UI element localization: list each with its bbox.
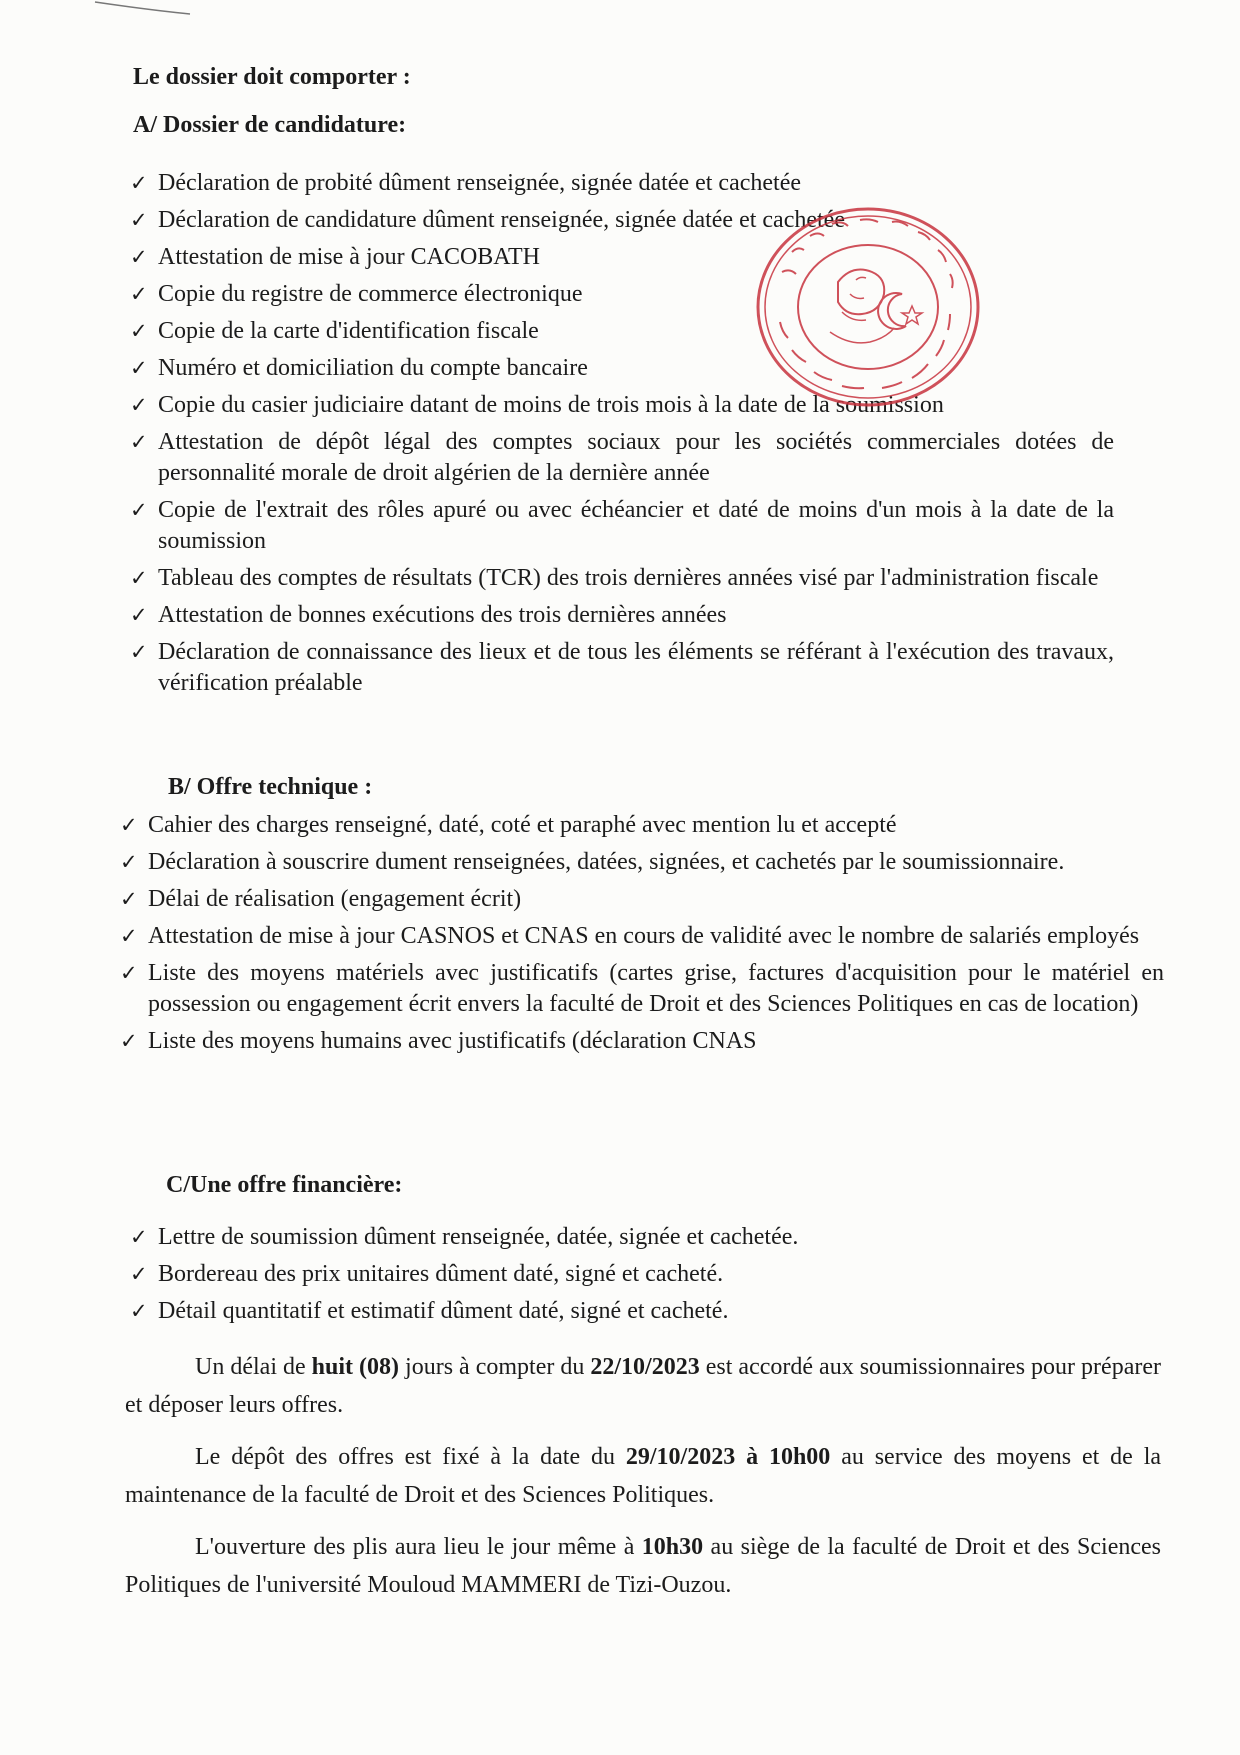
list-item-text: Déclaration de probité dûment renseignée, signée datée et cachetée xyxy=(158,170,802,196)
checkmark-icon: ✓ xyxy=(130,498,148,522)
list-item-text: Numéro et domiciliation du compte bancaire xyxy=(158,355,588,381)
list-item xyxy=(120,921,1164,952)
section-a-heading: A/ Dossier de candidature: xyxy=(133,112,407,138)
checkmark-icon: ✓ xyxy=(120,850,138,874)
list-item-text: Déclaration à souscrire dument renseignées, datées, signées, et cachetés par le soumissionnaire. xyxy=(148,849,1065,875)
checkmark-icon: ✓ xyxy=(120,1029,138,1053)
list-item xyxy=(130,637,1114,699)
opening-time-value: 10h30 xyxy=(641,1534,704,1560)
list-item xyxy=(120,1026,1164,1057)
opening-paragraph xyxy=(125,1528,1161,1604)
checkmark-icon: ✓ xyxy=(130,282,148,306)
intro-heading: Le dossier doit comporter : xyxy=(133,64,411,90)
start-date-value: 22/10/2023 xyxy=(590,1354,700,1380)
checkmark-icon: ✓ xyxy=(130,319,148,343)
paragraph-text: Le dépôt des offres est fixé à la date du xyxy=(195,1444,626,1470)
list-item xyxy=(130,1222,1030,1253)
list-item xyxy=(120,884,1164,915)
list-item-text: Attestation de mise à jour CASNOS et CNAS en cours de validité avec le nombre de salariés employés xyxy=(148,923,1140,949)
paragraph-text: au service des moyens et de la maintenance de la faculté de Droit et des Sciences Politiques. xyxy=(125,1444,1162,1508)
list-item-text: Copie de l'extrait des rôles apuré ou avec échéancier et daté de moins d'un mois à la date de la soumission xyxy=(158,497,1114,554)
checkmark-icon: ✓ xyxy=(130,603,148,627)
official-seal-icon xyxy=(752,202,984,412)
list-item xyxy=(120,847,1164,878)
list-item xyxy=(130,1296,1030,1327)
list-item xyxy=(130,1259,1030,1290)
checkmark-icon: ✓ xyxy=(130,245,148,269)
paragraph-text: jours à compter du xyxy=(399,1354,591,1380)
paragraph-text: Un délai de xyxy=(195,1354,312,1380)
deadline-paragraph xyxy=(125,1348,1161,1424)
checkmark-icon: ✓ xyxy=(130,1299,148,1323)
list-item-text: Copie du registre de commerce électronique xyxy=(158,281,583,307)
checkmark-icon: ✓ xyxy=(120,813,138,837)
duration-value: huit (08) xyxy=(311,1354,400,1380)
paragraph-text: au siège de la faculté de Droit et des Sciences Politiques de l'université Mouloud MAMMERI de Tizi-Ouzou. xyxy=(125,1534,1161,1598)
checkmark-icon: ✓ xyxy=(130,1262,148,1286)
list-item-text: Bordereau des prix unitaires dûment daté, signé et cacheté. xyxy=(158,1261,724,1287)
submission-paragraph xyxy=(125,1438,1161,1514)
list-item-text: Attestation de bonnes exécutions des trois dernières années xyxy=(158,602,727,628)
list-item-text: Délai de réalisation (engagement écrit) xyxy=(148,886,522,912)
list-item-text: Cahier des charges renseigné, daté, coté et paraphé avec mention lu et accepté xyxy=(148,812,897,838)
list-item xyxy=(130,495,1114,557)
list-item-text: Attestation de dépôt légal des comptes sociaux pour les sociétés commerciales dotées de personnalité morale de droit algérien de la dernière année xyxy=(158,429,1114,486)
section-b-heading: B/ Offre technique : xyxy=(168,774,373,800)
checkmark-icon: ✓ xyxy=(130,356,148,380)
checkmark-icon: ✓ xyxy=(120,961,138,985)
section-c-list xyxy=(130,1222,1030,1333)
checkmark-icon: ✓ xyxy=(120,887,138,911)
list-item-text: Copie du casier judiciaire datant de moins de trois mois à la date de la soumission xyxy=(158,392,944,418)
checkmark-icon: ✓ xyxy=(130,208,148,232)
list-item xyxy=(130,427,1114,489)
list-item-text: Déclaration de connaissance des lieux et de tous les éléments se référant à l'exécution des travaux, vérification préalable xyxy=(158,639,1114,696)
list-item xyxy=(130,600,1114,631)
section-c-heading: C/Une offre financière: xyxy=(166,1172,403,1198)
checkmark-icon: ✓ xyxy=(130,640,148,664)
paragraph-text: est accordé aux soumissionnaires pour préparer et déposer leurs offres. xyxy=(125,1354,1161,1418)
checkmark-icon: ✓ xyxy=(130,1225,148,1249)
list-item xyxy=(130,563,1114,594)
checkmark-icon: ✓ xyxy=(130,393,148,417)
list-item xyxy=(120,958,1164,1020)
paragraph-text: L'ouverture des plis aura lieu le jour même à xyxy=(195,1534,642,1560)
list-item xyxy=(120,810,1164,841)
checkmark-icon: ✓ xyxy=(120,924,138,948)
list-item-text: Copie de la carte d'identification fiscale xyxy=(158,318,539,344)
list-item-text: Attestation de mise à jour CACOBATH xyxy=(158,244,540,270)
scan-edge-mark xyxy=(0,0,200,20)
list-item-text: Lettre de soumission dûment renseignée, datée, signée et cachetée. xyxy=(158,1224,799,1250)
list-item-text: Détail quantitatif et estimatif dûment daté, signé et cacheté. xyxy=(158,1298,729,1324)
list-item-text: Liste des moyens humains avec justificatifs (déclaration CNAS xyxy=(148,1028,757,1054)
checkmark-icon: ✓ xyxy=(130,171,148,195)
checkmark-icon: ✓ xyxy=(130,430,148,454)
submission-datetime-value: 29/10/2023 à 10h00 xyxy=(625,1444,831,1470)
list-item-text: Déclaration de candidature dûment renseignée, signée datée et cachetée xyxy=(158,207,845,233)
list-item xyxy=(130,168,1114,199)
list-item-text: Tableau des comptes de résultats (TCR) des trois dernières années visé par l'administration fiscale xyxy=(158,565,1099,591)
list-item-text: Liste des moyens matériels avec justificatifs (cartes grise, factures d'acquisition pour le matériel en possession ou engagement écrit envers la faculté de Droit et des Sciences Politiques en cas de location) xyxy=(148,960,1164,1017)
checkmark-icon: ✓ xyxy=(130,566,148,590)
section-b-list xyxy=(120,810,1164,1063)
